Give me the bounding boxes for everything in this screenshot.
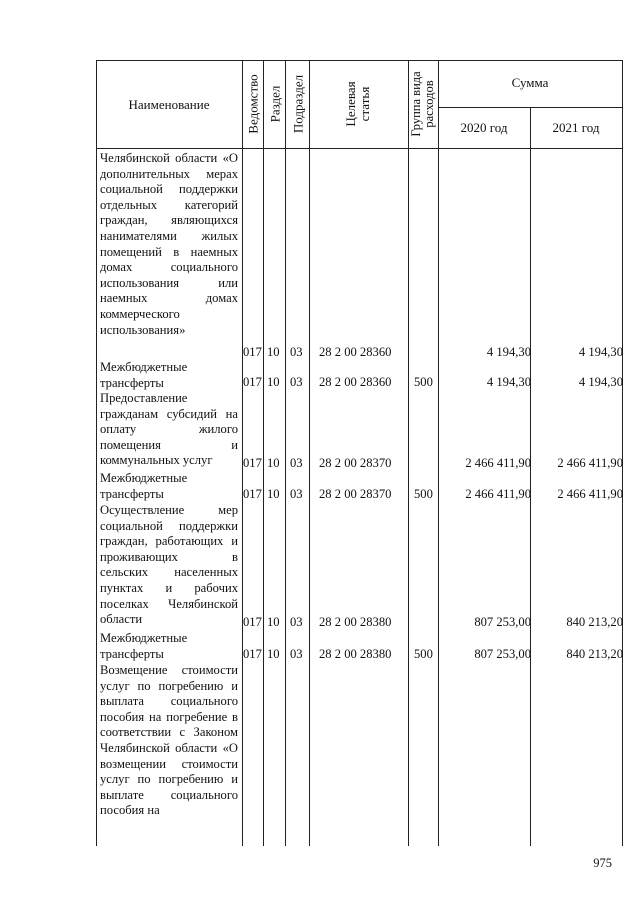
row-ved: 017 <box>243 375 262 389</box>
row-podr: 03 <box>290 647 303 661</box>
row-ved: 017 <box>243 487 262 501</box>
row-name: Межбюджетные трансферты <box>100 631 188 661</box>
header-year-2020: 2020 год <box>460 120 508 135</box>
row-podr: 03 <box>290 345 303 359</box>
header-vedomstvo: Ведомство <box>245 74 261 134</box>
row-cs: 28 2 00 28360 <box>319 345 392 359</box>
col-border-name <box>242 60 243 846</box>
row-name: Возмещение стоимости услуг по погребению и выплата социального пособия на погребение в соответствии с Законом Челябинской области «О возмещении стоимости услуг по погребению и выплате социального пособия на <box>100 663 238 818</box>
row-2020: 807 253,00 <box>474 615 531 629</box>
row-ved: 017 <box>243 615 262 629</box>
row-cs: 28 2 00 28370 <box>319 456 392 470</box>
table-top-border <box>96 60 622 61</box>
row-cs: 28 2 00 28360 <box>319 375 392 389</box>
row-podr: 03 <box>290 375 303 389</box>
row-razd: 10 <box>267 456 280 470</box>
row-grp: 500 <box>414 375 433 389</box>
row-podr: 03 <box>290 615 303 629</box>
row-razd: 10 <box>267 345 280 359</box>
header-celevaya <box>344 81 372 126</box>
row-2021: 840 213,20 <box>566 615 623 629</box>
row-2020: 4 194,30 <box>486 345 531 359</box>
row-2020: 2 466 411,90 <box>465 456 531 470</box>
col-border-right <box>622 60 623 846</box>
header-celevaya-line2: статья <box>357 86 372 122</box>
header-summa: Сумма <box>511 75 549 90</box>
row-cs: 28 2 00 28370 <box>319 487 392 501</box>
row-2020: 4 194,30 <box>486 375 531 389</box>
row-2020: 2 466 411,90 <box>465 487 531 501</box>
row-podr: 03 <box>290 456 303 470</box>
col-border-2020 <box>530 107 531 846</box>
col-border-cs <box>408 60 409 846</box>
row-ved: 017 <box>243 647 262 661</box>
row-razd: 10 <box>267 487 280 501</box>
row-2021: 4 194,30 <box>578 375 623 389</box>
row-cs: 28 2 00 28380 <box>319 615 392 629</box>
row-name: Межбюджетные трансферты <box>100 471 188 501</box>
header-gruppa-line2: расходов <box>422 80 436 128</box>
row-name: Межбюджетные трансферты <box>100 360 188 390</box>
row-ved: 017 <box>243 456 262 470</box>
row-cs: 28 2 00 28380 <box>319 647 392 661</box>
row-2020: 807 253,00 <box>474 647 531 661</box>
row-podr: 03 <box>290 487 303 501</box>
col-border-podr <box>309 60 310 846</box>
row-grp: 500 <box>414 647 433 661</box>
page-number: 975 <box>593 856 612 870</box>
row-2021: 4 194,30 <box>578 345 623 359</box>
header-bottom-border <box>96 148 622 149</box>
header-celevaya-line1: Целевая <box>343 81 358 127</box>
row-2021: 2 466 411,90 <box>557 487 623 501</box>
row-ved: 017 <box>243 345 262 359</box>
header-razdel: Раздел <box>267 85 283 123</box>
row-razd: 10 <box>267 615 280 629</box>
row-2021: 840 213,20 <box>566 647 623 661</box>
col-border-grp <box>438 60 439 846</box>
row-name: Предоставление гражданам субсидий на оплату жилого помещения и коммунальных услуг <box>100 391 238 468</box>
col-border-left <box>96 60 97 846</box>
row-2021: 2 466 411,90 <box>557 456 623 470</box>
col-border-razd <box>285 60 286 846</box>
header-podrazdel: Подраздел <box>290 74 306 134</box>
header-year-2021: 2021 год <box>552 120 600 135</box>
row-name: Челябинской области «О дополнительных мерах социальной поддержки отдельных категорий граждан, являющихся нанимателями жилых помещений в наемных домах социального использования или наемных домах коммерческого использования» <box>100 151 238 337</box>
header-gruppa <box>410 71 436 136</box>
header-gruppa-line1: Группа вида <box>409 71 423 137</box>
row-razd: 10 <box>267 375 280 389</box>
col-border-ved <box>263 60 264 846</box>
row-grp: 500 <box>414 487 433 501</box>
row-razd: 10 <box>267 647 280 661</box>
row-name: Осуществление мер социальной поддержки граждан, работающих и проживающих в сельских населенных пунктах и рабочих поселках Челябинской области <box>100 503 238 627</box>
header-name: Наименование <box>128 97 210 112</box>
